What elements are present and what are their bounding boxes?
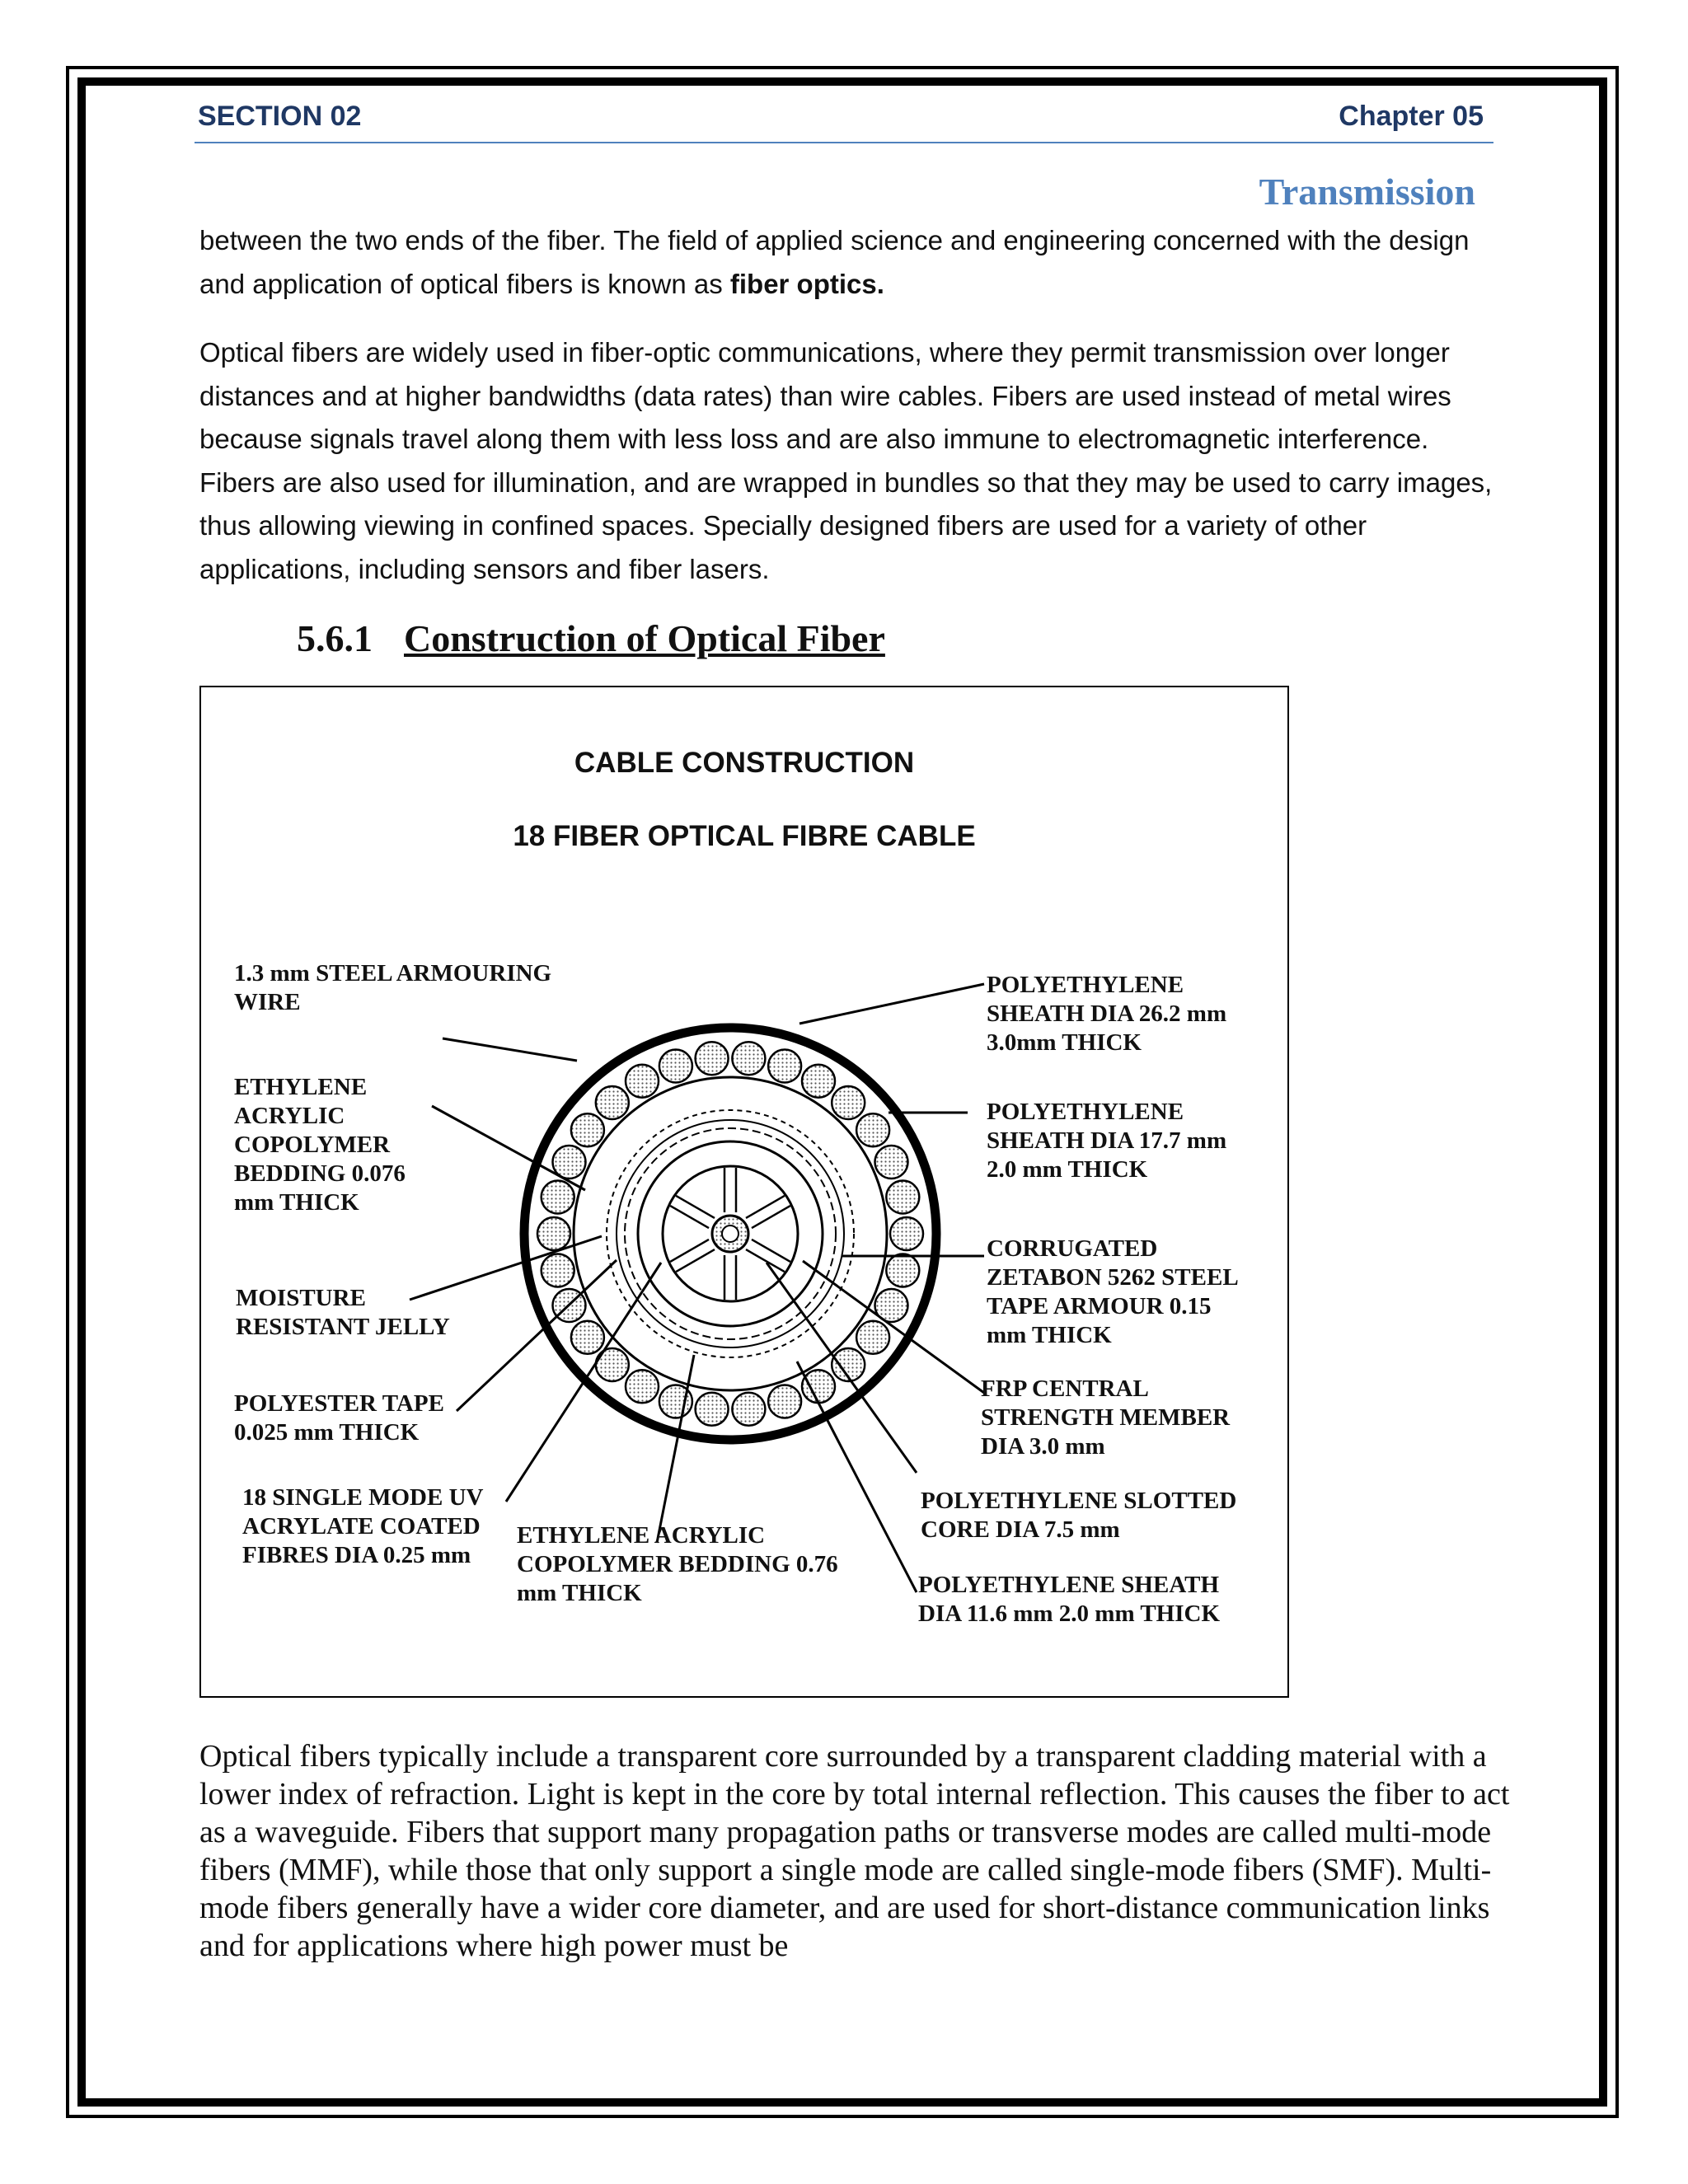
- armour-wire: [856, 1113, 889, 1146]
- label-fibres-line: ACRYLATE COATED: [242, 1513, 481, 1540]
- section-number: 5.6.1: [297, 617, 373, 659]
- label-pe-mid-line: 2.0 mm THICK: [987, 1156, 1148, 1183]
- label-steel-wire-line: WIRE: [234, 989, 301, 1015]
- label-jelly-line: MOISTURE: [236, 1285, 366, 1311]
- label-pe-mid-line: SHEATH DIA 17.7 mm: [987, 1127, 1227, 1154]
- label-pe-mid-line: POLYETHYLENE: [987, 1099, 1184, 1125]
- header-chapter: Chapter 05: [1339, 101, 1484, 132]
- label-eac-bedding-line: BEDDING 0.076: [234, 1160, 406, 1187]
- armour-wire: [890, 1217, 923, 1250]
- frp-center-dot: [722, 1226, 738, 1242]
- label-fibres-line: 18 SINGLE MODE UV: [242, 1484, 484, 1511]
- section-title: Construction of Optical Fiber: [404, 617, 885, 659]
- label-eac-bedding2-line: mm THICK: [517, 1580, 642, 1606]
- label-steel-wire-line: 1.3 mm STEEL ARMOURING: [234, 960, 552, 987]
- armour-wire: [626, 1370, 659, 1403]
- armour-wire: [696, 1042, 729, 1075]
- armour-wire: [768, 1385, 801, 1418]
- paragraph-applications: Optical fibers are widely used in fiber-optic communications, where they permit transmission over longer distances and at higher bandwidths (data rates) than wire cables. Fibers are used instead of metal wires because signals travel along them with less loss and are also immune to electromagnetic interference. Fibers are also used for illumination, and are wrapped in bundles so that they may be used to carry images, thus allowing viewing in confined spaces. Specially designed fibers are used for a variety of other applications, including sensors and fiber lasers.: [199, 337, 1493, 584]
- section-heading: [297, 616, 885, 660]
- label-eac-bedding2-line: ETHYLENE ACRYLIC: [517, 1522, 766, 1549]
- armour-wire: [886, 1254, 919, 1287]
- armour-wire: [886, 1181, 919, 1214]
- label-eac-bedding2-line: COPOLYMER BEDDING 0.76: [517, 1551, 838, 1577]
- label-steel-tape-line: CORRUGATED: [987, 1235, 1158, 1262]
- label-frp-line: STRENGTH MEMBER: [981, 1404, 1231, 1431]
- label-jelly-line: RESISTANT JELLY: [236, 1314, 450, 1340]
- armour-wire: [542, 1254, 574, 1287]
- armour-wire: [856, 1321, 889, 1354]
- armour-wire: [542, 1181, 574, 1214]
- figure-subtitle: 18 FIBER OPTICAL FIBRE CABLE: [513, 820, 976, 852]
- header-topic: Transmission: [1259, 171, 1475, 213]
- armour-wire: [659, 1050, 692, 1083]
- label-steel-tape-line: mm THICK: [987, 1322, 1112, 1348]
- label-frp-line: FRP CENTRAL: [981, 1376, 1149, 1402]
- armour-wire: [875, 1146, 908, 1179]
- label-pe-inner-line: POLYETHYLENE SHEATH: [918, 1572, 1220, 1598]
- cable-diagram: [199, 686, 1289, 1698]
- label-eac-bedding-line: COPOLYMER: [234, 1132, 391, 1158]
- armour-wire: [768, 1050, 801, 1083]
- label-eac-bedding-line: mm THICK: [234, 1189, 359, 1216]
- armour-wire: [626, 1065, 659, 1098]
- label-steel-tape-line: TAPE ARMOUR 0.15: [987, 1293, 1212, 1319]
- paragraph-intro-bold: fiber optics.: [729, 268, 884, 299]
- armour-wire: [832, 1086, 865, 1119]
- label-fibres-line: FIBRES DIA 0.25 mm: [242, 1542, 471, 1568]
- label-pe-outer-line: 3.0mm THICK: [987, 1029, 1142, 1056]
- label-pe-outer-line: POLYETHYLENE: [987, 972, 1184, 998]
- cable-construction-figure: [199, 686, 1289, 1698]
- armour-wire: [596, 1348, 629, 1381]
- armour-wire: [596, 1086, 629, 1119]
- header-rule: [195, 142, 1493, 143]
- figure-title: CABLE CONSTRUCTION: [574, 747, 915, 779]
- label-steel-tape-line: ZETABON 5262 STEEL: [987, 1264, 1239, 1291]
- armour-wire: [571, 1321, 604, 1354]
- label-eac-bedding-line: ETHYLENE: [234, 1074, 368, 1100]
- armour-wire: [732, 1042, 765, 1075]
- paragraph-intro: [199, 219, 1502, 306]
- header-section: SECTION 02: [198, 101, 362, 132]
- armour-wire: [802, 1370, 835, 1403]
- armour-wire: [802, 1065, 835, 1098]
- paragraph-fiber-types: Optical fibers typically include a transparent core surrounded by a transparent cladding material with a lower index of refraction. Light is kept in the core by total internal reflection. This causes the fiber to act as a waveguide. Fibers that support many propagation paths or transverse modes are called multi-mode fibers (MMF), while those that only support a single mode are called single-mode fibers (SMF). Multi-mode fibers generally have a wider core diameter, and are used for short-distance communication links and for applications where high power must be: [199, 1739, 1510, 1963]
- label-eac-bedding-line: ACRYLIC: [234, 1103, 345, 1129]
- label-polyester-line: 0.025 mm THICK: [234, 1419, 420, 1446]
- label-slotted-core-line: POLYETHYLENE SLOTTED: [921, 1488, 1237, 1514]
- label-slotted-core-line: CORE DIA 7.5 mm: [921, 1516, 1120, 1543]
- label-polyester-line: POLYESTER TAPE: [234, 1390, 444, 1417]
- armour-wire: [537, 1217, 570, 1250]
- armour-wire: [571, 1113, 604, 1146]
- armour-wire: [696, 1393, 729, 1426]
- label-pe-inner-line: DIA 11.6 mm 2.0 mm THICK: [918, 1601, 1221, 1627]
- armour-wire: [732, 1393, 765, 1426]
- label-frp-line: DIA 3.0 mm: [981, 1433, 1105, 1460]
- label-pe-outer-line: SHEATH DIA 26.2 mm: [987, 1001, 1227, 1027]
- paragraph-intro-text: between the two ends of the fiber. The field of applied science and engineering concerned with the design and application of optical fibers is known as: [199, 225, 1470, 299]
